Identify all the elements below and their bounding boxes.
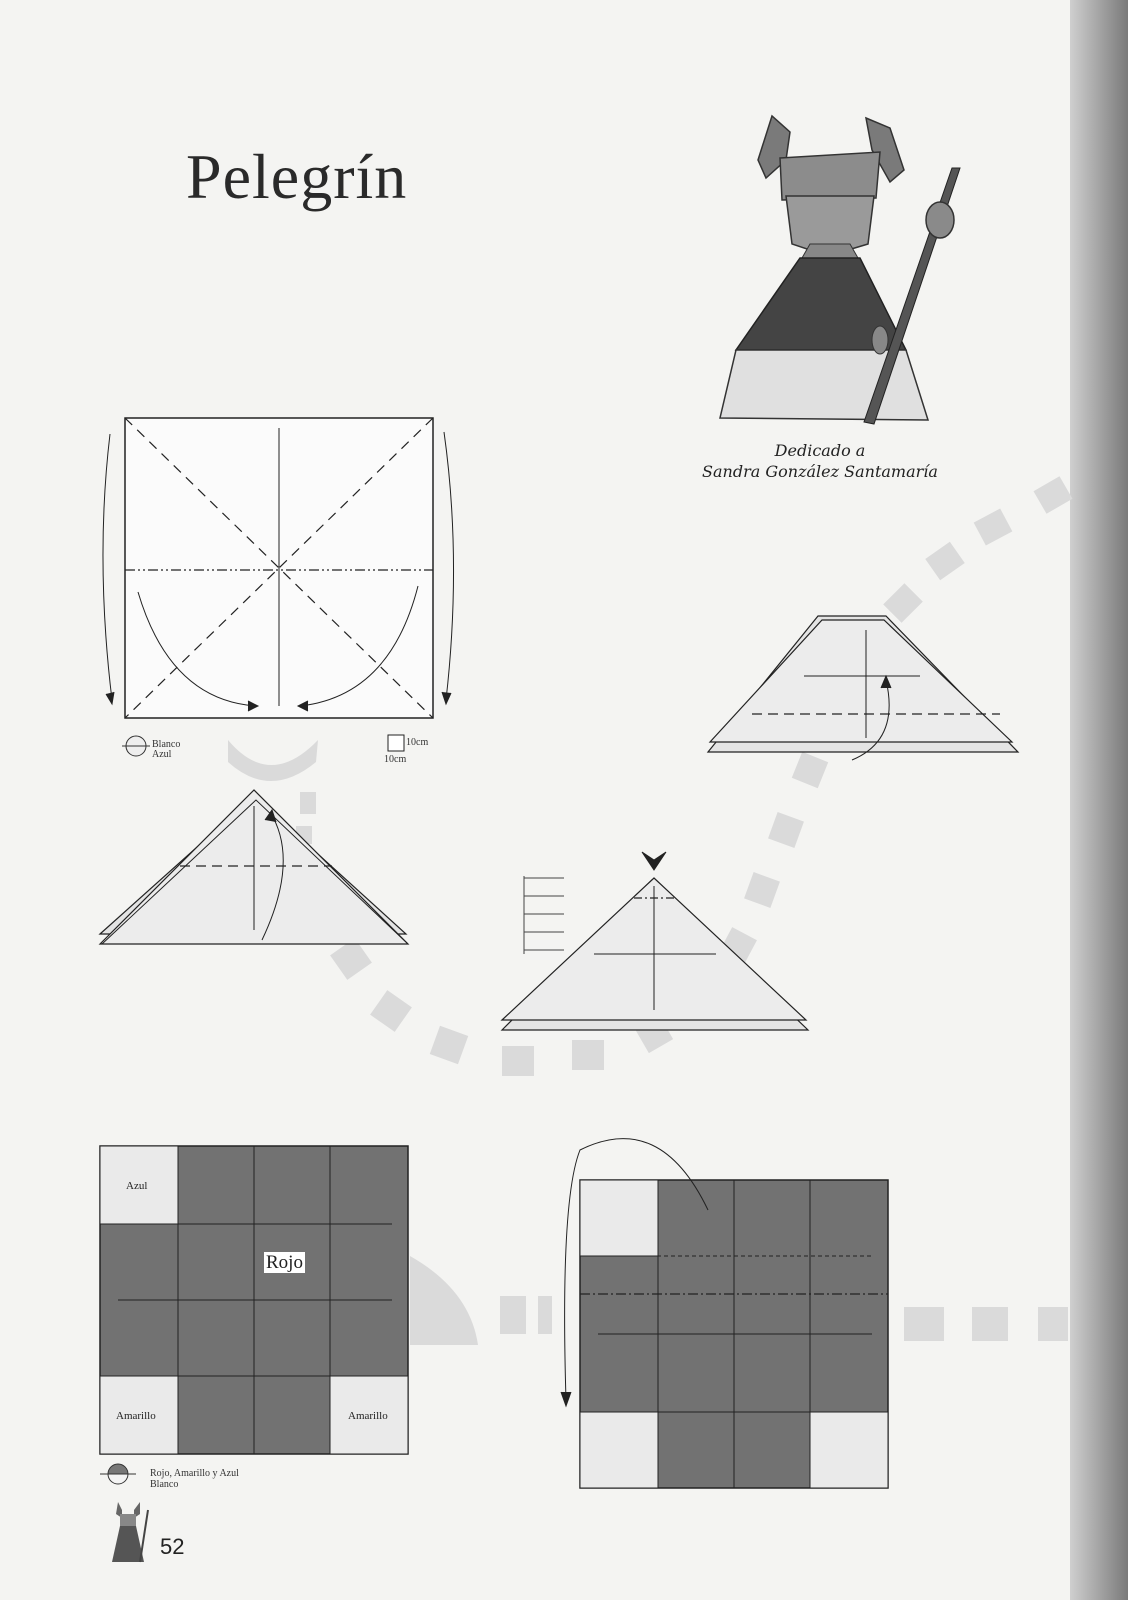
repeat-ladder-symbol: [524, 876, 564, 954]
grid-legend-line1: Rojo, Amarillo y Azul: [150, 1468, 239, 1479]
paper-size-square-icon: [388, 735, 404, 751]
page-title: Pelegrín: [186, 141, 408, 212]
pelegrin-logo-icon: [112, 1502, 148, 1562]
paper-width-label: 10cm: [406, 737, 429, 748]
grid-label-rojo: Rojo: [266, 1252, 303, 1273]
pelegrin-figure-illustration: [720, 116, 960, 424]
grid-legend-line2: Blanco: [150, 1479, 179, 1490]
paper-height-label: 10cm: [384, 754, 407, 765]
step3-trapezoid-diagram: [708, 616, 1018, 760]
step1-square-diagram: [103, 418, 454, 718]
legend-color-bottom: Azul: [152, 749, 172, 760]
step6-colored-grid: [561, 1139, 888, 1488]
step5-colored-grid: [100, 1146, 408, 1454]
grid-label-amarillo-left: Amarillo: [116, 1410, 156, 1422]
rojo-amarillo-azul-legend-icon: [100, 1464, 136, 1484]
grid-label-amarillo-right: Amarillo: [348, 1410, 388, 1422]
page-number: 52: [160, 1534, 185, 1559]
legend-color-top: Blanco: [152, 739, 181, 750]
grid-label-azul: Azul: [126, 1180, 148, 1192]
step2-triangle-diagram: [100, 790, 408, 944]
dedication: [680, 440, 960, 482]
dedication-line2: Sandra González Santamaría: [702, 462, 938, 481]
dedication-line1: Dedicado a: [774, 441, 866, 460]
blanco-azul-legend-icon: [122, 736, 150, 756]
